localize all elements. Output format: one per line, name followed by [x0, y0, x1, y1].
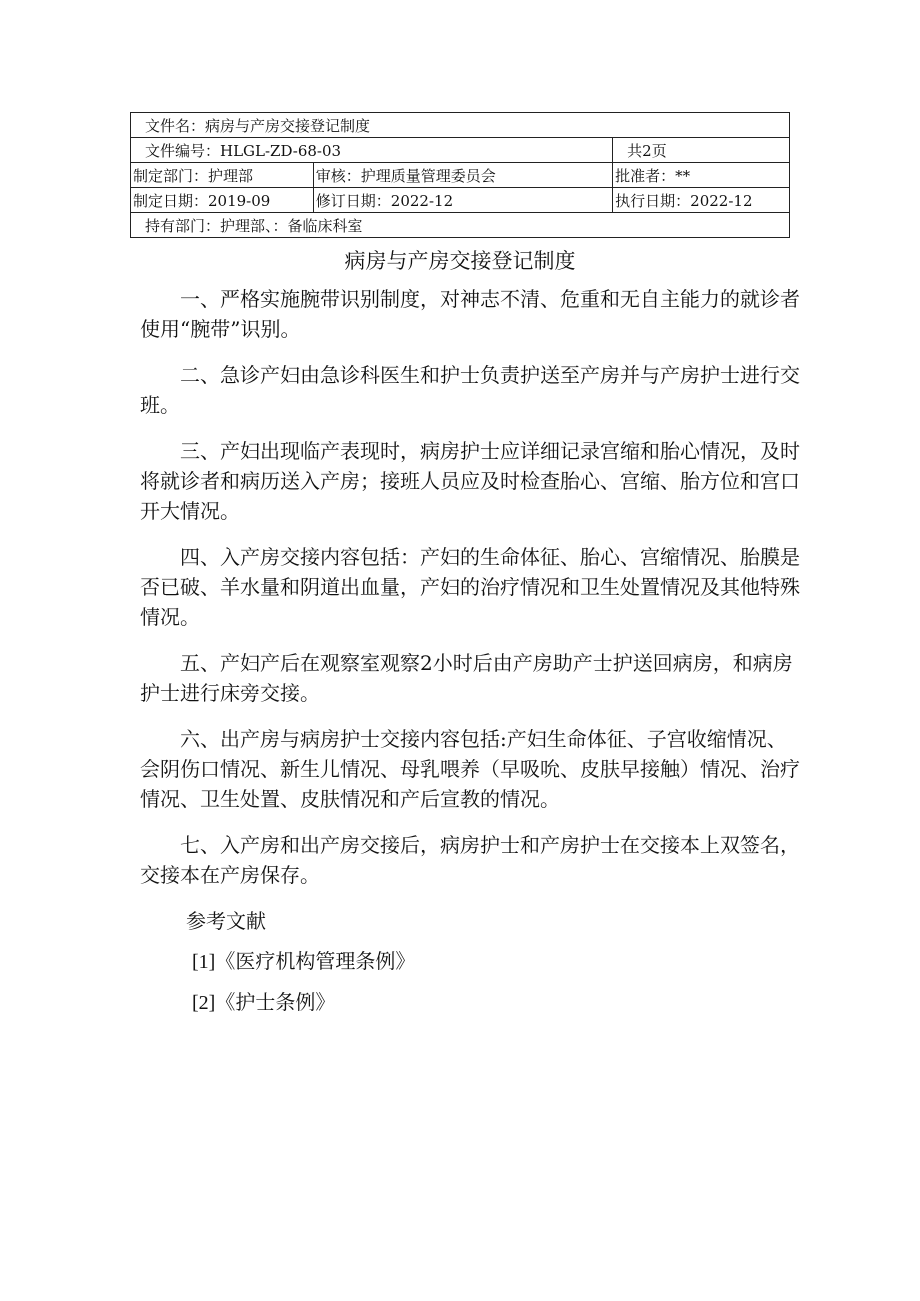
revised-date-cell: 修订日期：2022-12: [313, 188, 612, 213]
holders-cell: 持有部门：护理部、：备临床科室: [131, 213, 790, 238]
header-row-file-number: [131, 138, 790, 163]
header-row-department: [131, 163, 790, 188]
paragraph-4: 四、入产房交接内容包括：产妇的生命体征、胎心、宫缩情况、胎膜是否已破、羊水量和阴道出血量，产妇的治疗情况和卫生处置情况及其他特殊情况。: [140, 545, 800, 629]
references-heading: 参考文献: [186, 909, 266, 933]
paragraph-6: 六、出产房与病房护士交接内容包括:产妇生命体征、子宫收缩情况、会阴伤口情况、新生儿情况、母乳喂养（早吸吮、皮肤早接触）情况、治疗情况、卫生处置、皮肤情况和产后宣教的情况。: [140, 727, 800, 811]
reviewer-cell: 审核：护理质量管理委员会: [313, 163, 612, 188]
header-row-holders: [131, 213, 790, 238]
document-body: [140, 284, 800, 1029]
effective-date-cell: 执行日期：2022-12: [613, 188, 790, 213]
file-number-cell: 文件编号：HLGL-ZD-68-03: [131, 138, 613, 163]
reference-1: [1]《医疗机构管理条例》: [192, 951, 416, 973]
file-name-cell: 文件名：病房与产房交接登记制度: [131, 113, 790, 138]
paragraph-5: 五、产妇产后在观察室观察2小时后由产房助产士护送回病房，和病房护士进行床旁交接。: [140, 651, 793, 705]
paragraph-7: 七、入产房和出产房交接后，病房护士和产房护士在交接本上双签名，交接本在产房保存。: [140, 833, 800, 887]
created-date-cell: 制定日期：2019-09: [131, 188, 314, 213]
reference-2: [2]《护士条例》: [192, 992, 336, 1014]
document-title: 病房与产房交接登记制度: [344, 249, 576, 273]
paragraph-2: 二、急诊产妇由急诊科医生和护士负责护送至产房并与产房护士进行交班。: [140, 363, 800, 417]
paragraph-3: 三、产妇出现临产表现时，病房护士应详细记录宫缩和胎心情况，及时将就诊者和病历送入产房；接班人员应及时检查胎心、宫缩、胎方位和宫口开大情况。: [140, 439, 800, 523]
header-row-file-name: [131, 113, 790, 138]
paragraph-1: 一、严格实施腕带识别制度，对神志不清、危重和无自主能力的就诊者使用“腕带”识别。: [140, 287, 800, 341]
approver-cell: 批准者：**: [613, 163, 790, 188]
page-count-cell: 共2页: [613, 138, 790, 163]
document-header-table: [130, 112, 790, 238]
department-cell: 制定部门：护理部: [131, 163, 314, 188]
header-row-dates: [131, 188, 790, 213]
